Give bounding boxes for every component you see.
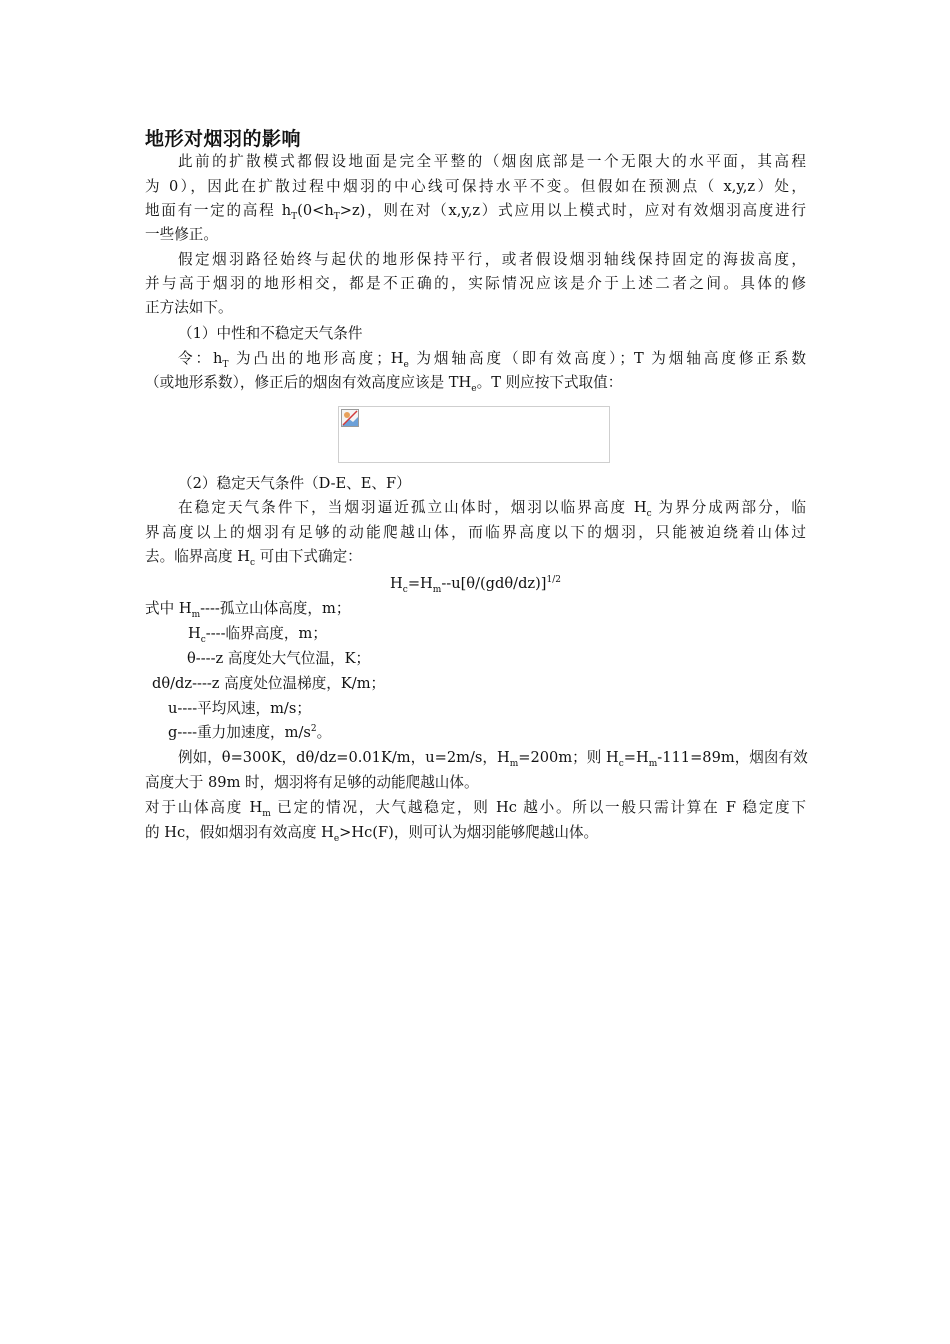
- subscript: m: [648, 758, 658, 769]
- text: ----临界高度，m；: [205, 625, 327, 642]
- subscript: T: [222, 359, 229, 370]
- paragraph-line: [145, 225, 218, 245]
- text: (0<h: [297, 202, 334, 219]
- text: H: [188, 625, 201, 642]
- section-heading: （2）稳定天气条件（D-E、E、F）: [178, 475, 411, 492]
- subscript: m: [262, 808, 271, 819]
- text: ----孤立山体高度，m；: [200, 600, 351, 617]
- text: >z)，则在对（x,y,z）式应用以上模式时，应对有效烟羽高度进行: [339, 202, 806, 219]
- text: --u[θ/(gdθ/dz)]: [441, 575, 547, 592]
- paragraph-line: [145, 373, 622, 393]
- subscript: m: [509, 758, 519, 769]
- subscript: T: [333, 211, 340, 222]
- formula-line: [145, 574, 806, 594]
- broken-image-icon: [341, 409, 359, 427]
- paragraph-line: [178, 152, 806, 172]
- subscript: c: [249, 557, 255, 568]
- paragraph-line: [145, 547, 362, 567]
- definition-line: [168, 723, 331, 743]
- formula-image: [338, 406, 610, 463]
- paragraph-line: [145, 298, 233, 318]
- subscript: e: [403, 359, 409, 370]
- text: 正方法如下。: [145, 299, 233, 316]
- definition-line: [145, 599, 350, 619]
- text: H: [390, 575, 403, 592]
- text: 为 0），因此在扩散过程中烟羽的中心线可保持水平不变。但假如在预测点（ x,y,z）处，: [145, 178, 806, 195]
- subscript: c: [200, 634, 206, 645]
- text: 地面有一定的高程 h: [145, 202, 292, 219]
- text: 假定烟羽路径始终与起伏的地形保持平行，或者假设烟羽轴线保持固定的海拔高度，: [178, 251, 806, 268]
- definition-line: [188, 624, 327, 644]
- text: 为界分成两部分，临: [651, 499, 807, 516]
- text: 的 Hc，假如烟羽有效高度 H: [145, 824, 334, 841]
- text: 可由下式确定：: [254, 548, 362, 565]
- paragraph-line: [178, 349, 806, 369]
- text: 此前的扩散模式都假设地面是完全平整的（烟囱底部是一个无限大的水平面，其高程: [178, 153, 806, 170]
- text: 为凸出的地形高度；H: [228, 350, 404, 367]
- text: 式中 H: [145, 600, 192, 617]
- text: 令：h: [178, 350, 223, 367]
- definition-line: dθ/dz----z 高度处位温梯度，K/m；: [152, 675, 386, 692]
- superscript: 2: [310, 724, 317, 735]
- text: 在稳定天气条件下，当烟羽逼近孤立山体时，烟羽以临界高度 H: [178, 499, 647, 516]
- text: =H: [407, 575, 433, 592]
- subscript: m: [191, 609, 201, 620]
- text: =200m；则 H: [518, 749, 619, 766]
- definition-line: u----平均风速，m/s；: [168, 700, 311, 717]
- paragraph-line: [145, 201, 806, 221]
- text: 为烟轴高度（即有效高度）；T 为烟轴高度修正系数: [408, 350, 806, 367]
- paragraph-line: [178, 498, 806, 518]
- paragraph-line: [145, 773, 479, 793]
- text: 去。临界高度 H: [145, 548, 250, 565]
- text: -111=89m，烟囱有效: [657, 749, 808, 766]
- paragraph-line: [178, 748, 806, 768]
- paragraph-line: [145, 823, 598, 843]
- text: 已定的情况，大气越稳定，则 Hc 越小。所以一般只需计算在 F 稳定度下: [270, 799, 806, 816]
- subscript: e: [471, 383, 477, 394]
- text: 高度大于 89m 时，烟羽将有足够的动能爬越山体。: [145, 774, 479, 791]
- text: 。T 则应按下式取值：: [476, 374, 623, 391]
- paragraph-line: [145, 798, 806, 818]
- text: >Hc(F)，则可认为烟羽能够爬越山体。: [339, 824, 599, 841]
- superscript: 1/2: [546, 575, 561, 586]
- text: 例如，θ=300K，dθ/dz=0.01K/m，u=2m/s，H: [178, 749, 510, 766]
- subscript: T: [291, 211, 298, 222]
- subscript: m: [432, 584, 442, 595]
- section-heading: （1）中性和不稳定天气条件: [178, 325, 363, 342]
- text: 。: [316, 724, 332, 741]
- text: （或地形系数），修正后的烟囱有效高度应该是 TH: [145, 374, 472, 391]
- text: g----重力加速度，m/s: [168, 724, 311, 741]
- text: =H: [623, 749, 649, 766]
- definition-line: θ----z 高度处大气位温，K；: [187, 650, 371, 667]
- paragraph-line: [178, 250, 806, 270]
- text: 界高度以上的烟羽有足够的动能爬越山体，而临界高度以下的烟羽，只能被迫绕着山体过: [145, 524, 806, 541]
- text: 对于山体高度 H: [145, 799, 263, 816]
- text: 并与高于烟羽的地形相交，都是不正确的，实际情况应该是介于上述二者之间。具体的修: [145, 275, 806, 292]
- subscript: e: [333, 833, 340, 844]
- subscript: c: [402, 584, 408, 595]
- paragraph-line: [145, 177, 806, 197]
- subscript: c: [618, 758, 624, 769]
- page-title: 地形对烟羽的影响: [145, 128, 302, 150]
- paragraph-line: [145, 523, 806, 543]
- subscript: c: [646, 508, 652, 519]
- paragraph-line: [145, 274, 806, 294]
- text: 一些修正。: [145, 226, 218, 243]
